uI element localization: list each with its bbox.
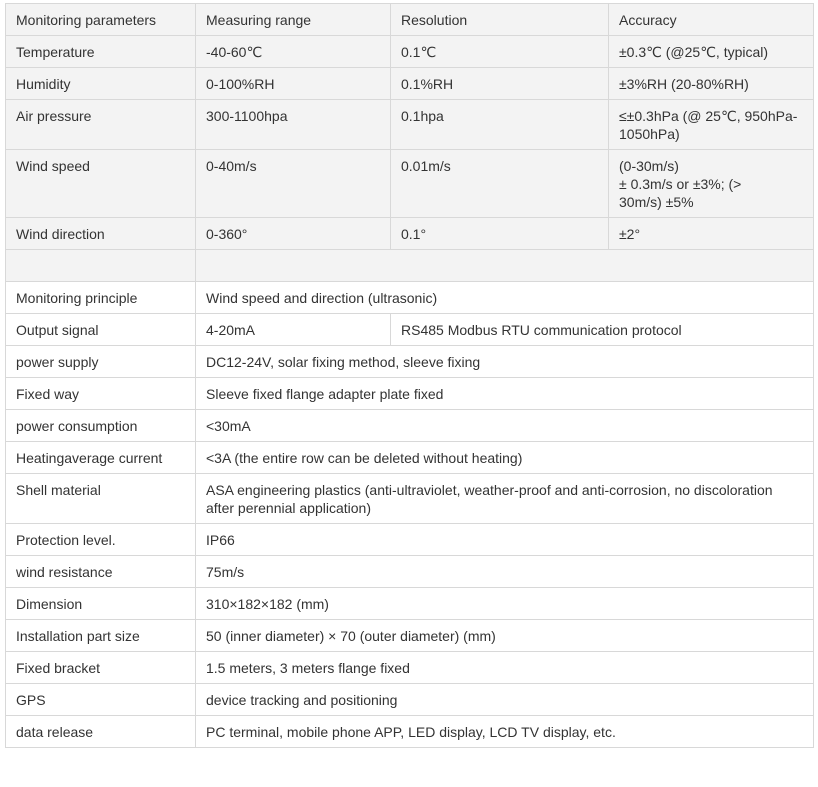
table-row [6,524,814,556]
table-row [6,218,814,250]
parameter-cell: Humidity [6,68,196,100]
header-cell: Measuring range [196,4,391,36]
separator-row [6,250,814,282]
resolution-cell: 0.1hpa [391,100,609,150]
spec-value: Wind speed and direction (ultrasonic) [196,282,814,314]
range-cell: -40-60℃ [196,36,391,68]
spec-value: PC terminal, mobile phone APP, LED display, LCD TV display, etc. [196,716,814,748]
spec-value: DC12-24V, solar fixing method, sleeve fixing [196,346,814,378]
spec-value: 50 (inner diameter) × 70 (outer diameter) (mm) [196,620,814,652]
spec-label: Protection level. [6,524,196,556]
spec-label: wind resistance [6,556,196,588]
spec-value: <3A (the entire row can be deleted without heating) [196,442,814,474]
parameter-cell: Air pressure [6,100,196,150]
parameter-cell: Temperature [6,36,196,68]
spec-label: Installation part size [6,620,196,652]
spec-label: Output signal [6,314,196,346]
accuracy-cell: ±2° [609,218,814,250]
table-row [6,378,814,410]
resolution-cell: 0.1° [391,218,609,250]
spec-label: Fixed bracket [6,652,196,684]
table-row [6,652,814,684]
table-row [6,716,814,748]
range-cell: 0-360° [196,218,391,250]
accuracy-cell: ±0.3℃ (@25℃, typical) [609,36,814,68]
spec-value: IP66 [196,524,814,556]
table-row [6,474,814,524]
parameter-cell: Wind speed [6,150,196,218]
spec-value: device tracking and positioning [196,684,814,716]
spec-label: Heatingaverage current [6,442,196,474]
spec-label: GPS [6,684,196,716]
spec-label: Dimension [6,588,196,620]
empty-cell [196,250,814,282]
spec-label: Fixed way [6,378,196,410]
table-row [6,100,814,150]
header-cell: Resolution [391,4,609,36]
accuracy-cell [609,150,814,218]
table-row [6,314,814,346]
table-row [6,556,814,588]
table-row [6,346,814,378]
table-row [6,150,814,218]
resolution-cell: 0.01m/s [391,150,609,218]
resolution-cell: 0.1%RH [391,68,609,100]
table-row [6,68,814,100]
accuracy-line: ± 0.3m/s or ±3%; (> [619,176,742,192]
table-row [6,588,814,620]
parameter-cell: Wind direction [6,218,196,250]
range-cell: 0-40m/s [196,150,391,218]
table-row [6,410,814,442]
table-row [6,36,814,68]
spec-value: 1.5 meters, 3 meters flange fixed [196,652,814,684]
spec-value: 4-20mA [196,314,391,346]
range-cell: 300-1100hpa [196,100,391,150]
spec-label: data release [6,716,196,748]
header-cell: Monitoring parameters [6,4,196,36]
accuracy-cell: ≤±0.3hPa (@ 25℃, 950hPa-1050hPa) [609,100,814,150]
spec-label: Monitoring principle [6,282,196,314]
table-row [6,442,814,474]
empty-cell [6,250,196,282]
spec-value: ASA engineering plastics (anti-ultraviolet, weather-proof and anti-corrosion, no discoloration after perennial application) [196,474,814,524]
spec-label: Shell material [6,474,196,524]
spec-value: <30mA [196,410,814,442]
accuracy-cell: ±3%RH (20-80%RH) [609,68,814,100]
spec-label: power consumption [6,410,196,442]
table-header-row [6,4,814,36]
spec-value: Sleeve fixed flange adapter plate fixed [196,378,814,410]
specification-table [5,3,814,748]
spec-value: 75m/s [196,556,814,588]
header-cell: Accuracy [609,4,814,36]
table-row [6,684,814,716]
spec-label: power supply [6,346,196,378]
table-row [6,282,814,314]
accuracy-line: 30m/s) ±5% [619,194,694,210]
table-row [6,620,814,652]
accuracy-line: (0-30m/s) [619,158,679,174]
range-cell: 0-100%RH [196,68,391,100]
spec-value: 310×182×182 (mm) [196,588,814,620]
resolution-cell: 0.1℃ [391,36,609,68]
spec-value: RS485 Modbus RTU communication protocol [391,314,814,346]
